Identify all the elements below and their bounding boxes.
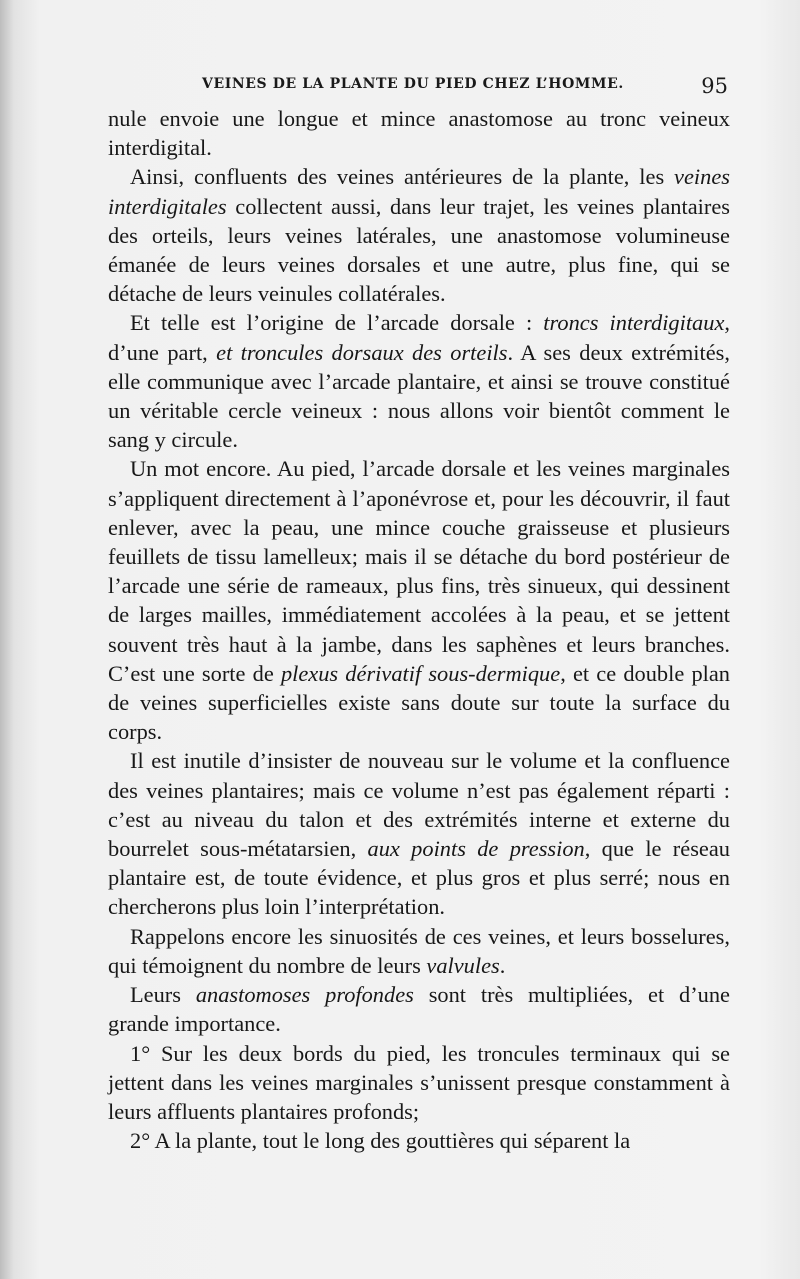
paragraph-8 <box>108 1039 730 1127</box>
text-segment: collectent aussi, dans leur trajet, les veines plantaires des orteils, leurs veines latérales, une anastomose volumineuse émanée de leurs veines dorsales et une autre, plus fine, qui se détache de leurs veinules collatérales. <box>108 193 730 307</box>
paragraph-1 <box>108 104 730 162</box>
paragraph-2 <box>108 162 730 308</box>
italic-term: troncs interdigitaux <box>543 310 725 336</box>
text-segment: Et telle est l’origine de l’arcade dorsale : <box>130 310 544 336</box>
text-segment: sont très multipliées, et d’une grande importance. <box>108 982 730 1037</box>
italic-term: veines interdigitales <box>108 164 730 219</box>
text-segment: . <box>499 952 506 978</box>
text-segment: 2° A la plante, tout le long des gouttières qui séparent la <box>130 1128 631 1154</box>
italic-term: aux points de pression <box>367 836 585 862</box>
text-segment: Leurs <box>130 982 196 1008</box>
page-header <box>110 76 728 104</box>
italic-term: anastomoses profondes <box>195 982 414 1008</box>
text-segment: , que le réseau plantaire est, de toute évidence, et plus gros et plus serré; nous en chercherons plus loin l’interprétation. <box>108 836 730 920</box>
text-segment: Ainsi, confluents des veines antérieures de la plante, les <box>130 164 675 190</box>
text-segment: . A ses deux extrémités, elle communique avec l’arcade plantaire, et ainsi se trouve constitué un véritable cercle veineux : nous allons voir bientôt comment le sang y circule. <box>108 339 730 453</box>
text-segment: , et ce double plan de veines superficielles existe sans doute sur toute la surface du corps. <box>108 660 730 745</box>
page-number: 95 <box>701 74 728 98</box>
text-segment: , d’une part, <box>108 310 730 365</box>
running-title: VEINES DE LA PLANTE DU PIED CHEZ L’HOMME. <box>202 76 624 92</box>
paragraph-6 <box>108 922 730 980</box>
text-segment: Rappelons encore les sinuosités de ces veines, et leurs bosselures, qui témoignent du nombre de leurs <box>108 923 730 978</box>
italic-term: et troncules dorsaux des orteils <box>216 339 508 365</box>
text-segment: Il est inutile d’insister de nouveau sur le volume et la confluence des veines plantaires; mais ce volume n’est pas également réparti : c’est au niveau du talon et des extrémités interne et externe du bourrelet sous-métatarsien, <box>108 748 730 862</box>
text-segment: Un mot encore. Au pied, l’arcade dorsale et les veines marginales s’appliquent directement à l’aponévrose et, pour les découvrir, il faut enlever, avec la peau, une mince couche graisseuse et plusieurs feuillets de tissu lamelleux; mais il se détache du bord postérieur de l’arcade une série de rameaux, plus fins, très sinueux, qui dessinent de larges mailles, immédiatement accolées à la peau, et se jettent souvent très haut à la jambe, dans les saphènes et leurs branches. C’est une sorte de <box>108 456 730 686</box>
paragraph-7 <box>108 980 730 1038</box>
paragraph-9 <box>108 1126 730 1155</box>
paragraph-4 <box>108 454 730 746</box>
text-segment: 1° Sur les deux bords du pied, les troncules terminaux qui se jettent dans les veines marginales s’unissent presque constamment à leurs affluents plantaires profonds; <box>108 1040 730 1124</box>
italic-term: plexus dérivatif sous-dermique <box>280 660 561 686</box>
paragraph-3 <box>108 308 730 454</box>
text-segment: nule envoie une longue et mince anastomose au tronc veineux interdigital. <box>108 106 730 161</box>
italic-term: valvules <box>426 952 500 978</box>
body-text <box>108 104 730 1155</box>
paragraph-5 <box>108 746 730 921</box>
